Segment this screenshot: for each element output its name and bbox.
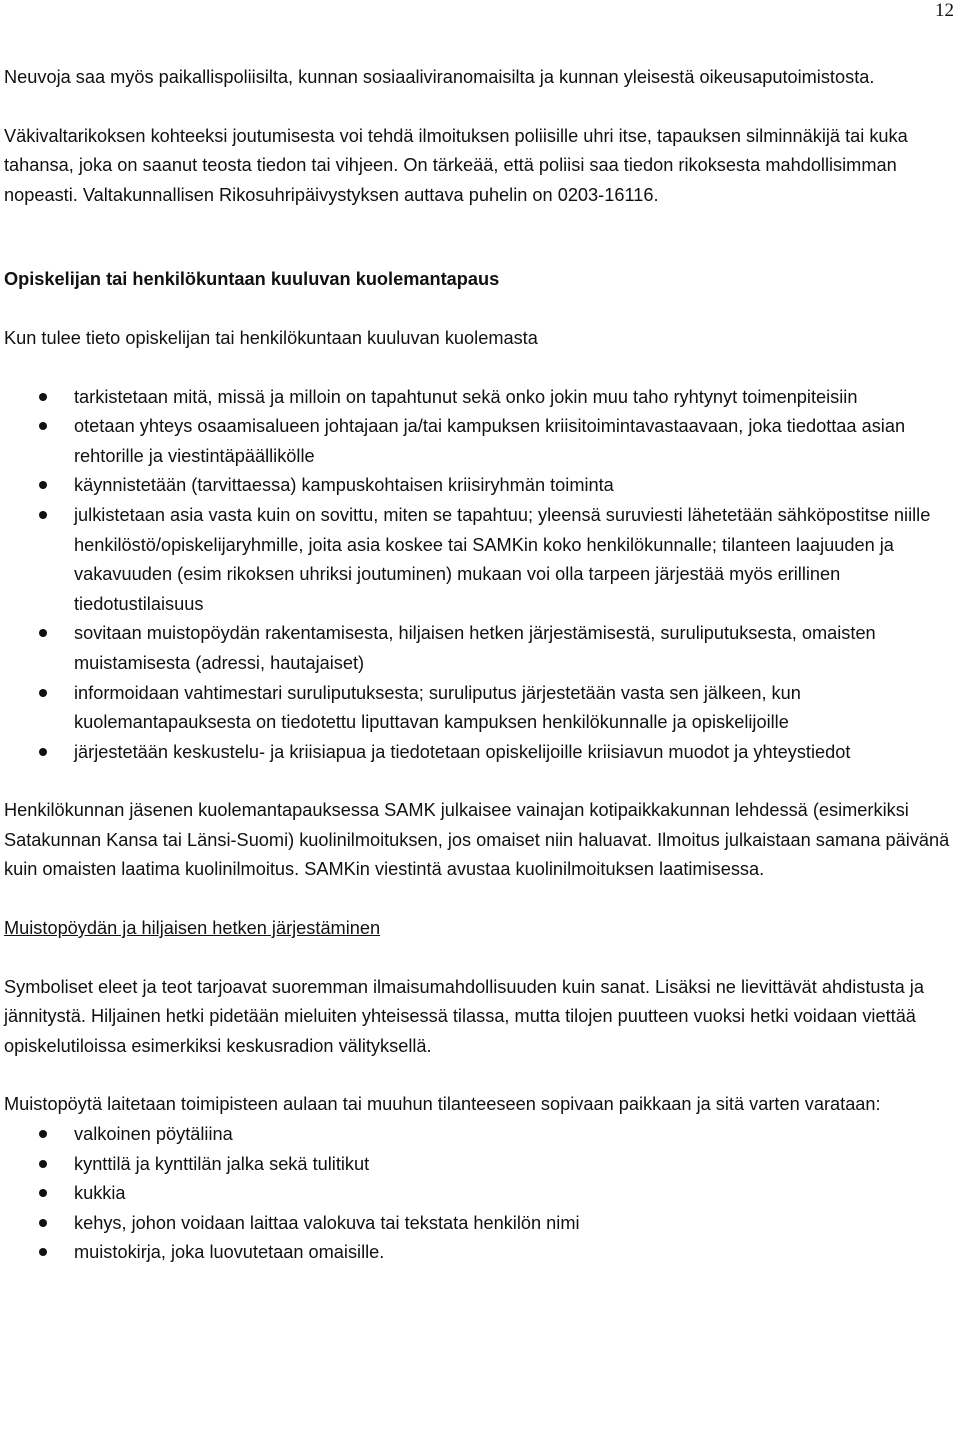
section-heading-death: Opiskelijan tai henkilökuntaan kuuluvan kuolemantapaus <box>4 269 500 290</box>
bullet-icon <box>39 1189 47 1197</box>
list-item: tarkistetaan mitä, missä ja milloin on tapahtunut sekä onko jokin muu taho ryhtynyt toimenpiteisiin <box>4 383 959 413</box>
bullet-icon <box>39 481 47 489</box>
list-item: valkoinen pöytäliina <box>4 1120 959 1150</box>
memorial-items-list <box>4 1120 959 1268</box>
list-item: informoidaan vahtimestari suruliputuksesta; suruliputus järjestetään vasta sen jälkeen, kun kuolemantapauksesta on tiedotettu liputtavan kampuksen henkilökunnalle ja opiskelijoille <box>4 679 959 738</box>
bullet-icon <box>39 511 47 519</box>
list-item: julkistetaan asia vasta kuin on sovittu, miten se tapahtuu; yleensä suruviesti lähetetään sähköpostitse niille henkilöstö/opiskelijaryhmille, joita asia koskee tai SAMKin koko henkilökunnalle; tilanteen laajuuden ja vakavuuden (esim rikoksen uhriksi joutuminen) mukaan voi olla tarpeen järjestää myös erillinen tiedotustilaisuus <box>4 501 959 619</box>
paragraph-obituary: Henkilökunnan jäsenen kuolemantapauksessa SAMK julkaisee vainajan kotipaikkakunnan lehdessä (esimerkiksi Satakunnan Kansa tai Länsi-Suomi) kuolinilmoituksen, jos omaiset niin haluavat. Ilmoitus julkaistaan samana päivänä kuin omaisten laatima kuolinilmoitus. SAMKin viestintä avustaa kuolinilmoituksen laatimisessa. <box>4 800 950 880</box>
list-item: kynttilä ja kynttilän jalka sekä tulitikut <box>4 1150 959 1180</box>
bullet-icon <box>39 629 47 637</box>
bullet-icon <box>39 689 47 697</box>
paragraph-symbolic: Symboliset eleet ja teot tarjoavat suoremman ilmaisumahdollisuuden kuin sanat. Lisäksi ne lievittävät ahdistusta ja jännitystä. Hiljainen hetki pidetään mieluiten yhteisessä tilassa, mutta tilojen puutteen vuoksi hetki voidaan viettää opiskelutiloissa esimerkiksi keskusradion välityksellä. <box>4 976 924 1056</box>
death-procedure-list <box>4 383 959 768</box>
paragraph-reporting: Väkivaltarikoksen kohteeksi joutumisesta voi tehdä ilmoituksen poliisille uhri itse, tapauksen silminnäkijä tai kuka tahansa, joka on saanut teosta tiedon tai vihjeen. On tärkeää, että poliisi saa tiedon rikoksesta mahdollisimman nopeasti. Valtakunnallisen Rikosuhripäivystyksen auttava puhelin on 0203-16116. <box>4 125 908 205</box>
document-body <box>4 63 959 1268</box>
bullet-icon <box>39 1160 47 1168</box>
list-item: muistokirja, joka luovutetaan omaisille. <box>4 1238 959 1268</box>
paragraph-advice: Neuvoja saa myös paikallispoliisilta, kunnan sosiaaliviranomaisilta ja kunnan yleisestä oikeusaputoimistosta. <box>4 67 875 87</box>
list-item: kukkia <box>4 1179 959 1209</box>
bullet-icon <box>39 393 47 401</box>
paragraph-memorial-table: Muistopöytä laitetaan toimipisteen aulaan tai muuhun tilanteeseen sopivaan paikkaan ja sitä varten varataan: <box>4 1094 881 1115</box>
page-number: 12 <box>935 0 954 21</box>
section-heading-memorial: Muistopöydän ja hiljaisen hetken järjestäminen <box>4 918 381 939</box>
bullet-icon <box>39 422 47 430</box>
list-item: kehys, johon voidaan laittaa valokuva tai tekstata henkilön nimi <box>4 1209 959 1239</box>
paragraph-intro-death: Kun tulee tieto opiskelijan tai henkilökuntaan kuuluvan kuolemasta <box>4 327 538 348</box>
list-item: sovitaan muistopöydän rakentamisesta, hiljaisen hetken järjestämisestä, suruliputuksesta, omaisten muistamisesta (adressi, hautajaiset) <box>4 619 959 678</box>
list-item: käynnistetään (tarvittaessa) kampuskohtaisen kriisiryhmän toiminta <box>4 471 959 501</box>
bullet-icon <box>39 748 47 756</box>
bullet-icon <box>39 1219 47 1227</box>
bullet-icon <box>39 1248 47 1256</box>
bullet-icon <box>39 1130 47 1138</box>
list-item: järjestetään keskustelu- ja kriisiapua ja tiedotetaan opiskelijoille kriisiavun muodot ja yhteystiedot <box>4 738 959 768</box>
list-item: otetaan yhteys osaamisalueen johtajaan ja/tai kampuksen kriisitoimintavastaavaan, joka tiedottaa asian rehtorille ja viestintäpäällikölle <box>4 412 959 471</box>
